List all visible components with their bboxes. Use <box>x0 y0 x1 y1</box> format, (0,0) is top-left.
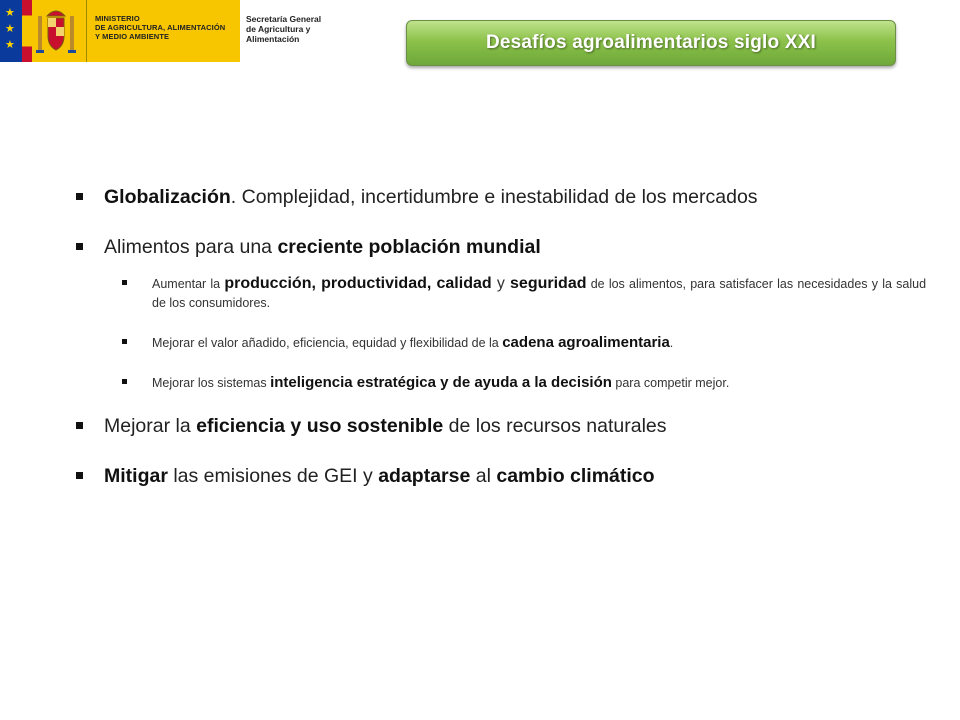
square-bullet-icon <box>76 193 83 200</box>
square-bullet-icon <box>76 472 83 479</box>
item-text: . <box>669 336 674 350</box>
bullet-item-globalizacion <box>76 184 926 210</box>
item-text: Alimentos para una <box>104 236 278 258</box>
secretaria-line: de Agricultura y <box>246 24 311 34</box>
item-text: las emisiones de GEI y <box>167 465 379 487</box>
bold-text: inteligencia estratégica y de ayuda a la decisión <box>270 374 612 391</box>
square-bullet-icon <box>122 339 127 344</box>
bold-text: creciente población mundial <box>277 236 541 258</box>
item-text: Mejorar la <box>104 415 197 437</box>
square-bullet-icon <box>76 243 83 250</box>
bullet-item-mitigar <box>76 463 926 489</box>
bold-text: adaptarse <box>378 465 471 487</box>
coat-of-arms-icon <box>34 6 78 56</box>
bold-text: cambio climático <box>496 465 655 487</box>
square-bullet-icon <box>76 422 83 429</box>
item-text: Aumentar la <box>152 277 225 291</box>
square-bullet-icon <box>122 379 127 384</box>
bold-text: eficiencia y uso sostenible <box>196 415 444 437</box>
item-text: . Complejidad, incertidumbre e inestabilidad de los mercados <box>230 186 758 208</box>
secretaria-line: Secretaría General <box>246 14 322 24</box>
bold-text: producción, productividad, calidad <box>224 275 492 292</box>
item-text: Mejorar el valor añadido, eficiencia, equidad y flexibilidad de la <box>152 336 503 350</box>
bold-text: Mitigar <box>104 465 168 487</box>
slide-content <box>76 184 926 489</box>
bullet-item-alimentos <box>76 234 926 260</box>
secretaria-line: Alimentación <box>246 34 300 44</box>
ministry-line: Y MEDIO AMBIENTE <box>95 32 170 41</box>
bold-text: seguridad <box>510 275 587 292</box>
ministry-logo <box>0 0 240 62</box>
bullet-item-eficiencia <box>76 413 926 439</box>
slide-title-banner <box>406 20 896 66</box>
sub-bullet-inteligencia <box>122 373 926 393</box>
ministry-line: MINISTERIO <box>95 14 140 23</box>
sub-bullet-cadena <box>122 333 926 353</box>
bold-text: Globalización <box>104 186 231 208</box>
item-text: de los recursos naturales <box>443 415 667 437</box>
spain-flag-icon <box>22 0 32 62</box>
ministry-line: DE AGRICULTURA, ALIMENTACIÓN <box>95 23 226 32</box>
item-text: al <box>470 465 497 487</box>
slide-title: Desafíos agroalimentarios siglo XXI <box>485 32 817 53</box>
secretaria-name <box>246 14 321 44</box>
item-text: y <box>491 275 511 292</box>
bold-text: cadena agroalimentaria <box>502 334 670 351</box>
sub-bullet-aumentar <box>122 274 926 313</box>
eu-flag-icon: ★ ★ ★ <box>0 0 22 62</box>
item-text: de los alimentos, para satisfacer las necesidades y la salud de los consumidores. <box>152 277 927 310</box>
item-text: Mejorar los sistemas <box>152 376 271 390</box>
item-text: para competir mejor. <box>611 376 730 390</box>
square-bullet-icon <box>122 280 127 285</box>
ministry-name <box>86 0 241 62</box>
